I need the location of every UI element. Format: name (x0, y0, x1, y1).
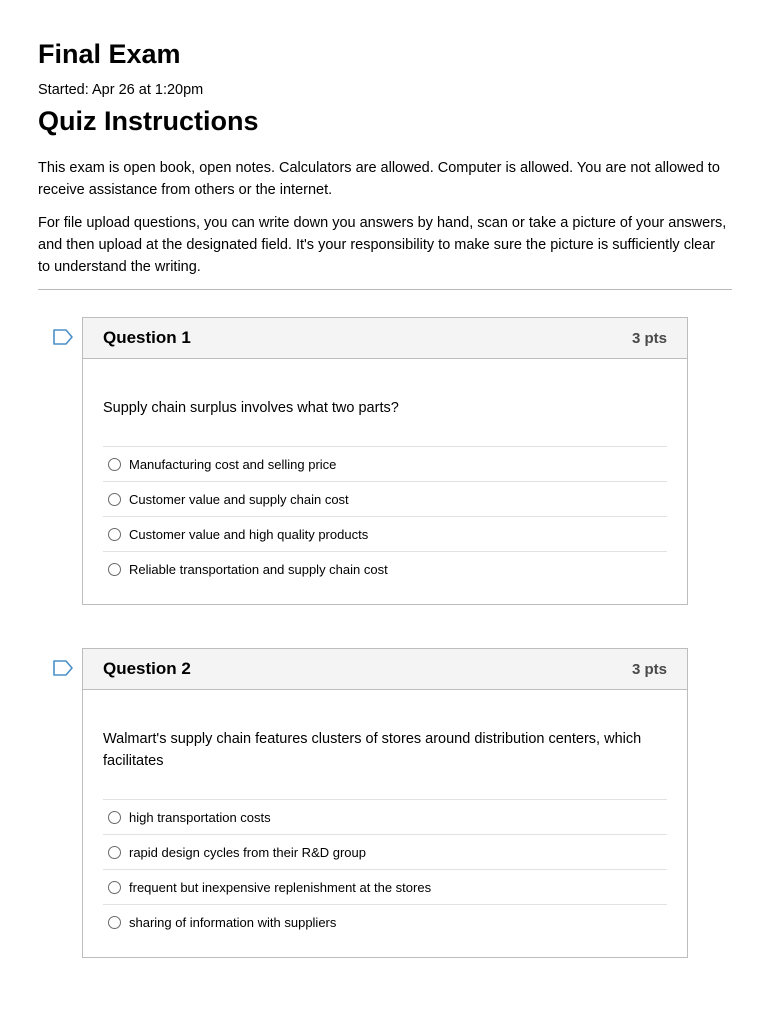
question-body (83, 359, 687, 604)
question-title: Question 1 (103, 328, 191, 347)
answer-option[interactable] (103, 482, 667, 517)
question-card (82, 648, 688, 958)
flag-question-icon[interactable] (52, 659, 74, 677)
question-header (83, 649, 687, 690)
question-points: 3 pts (631, 329, 667, 347)
radio-button[interactable] (108, 811, 121, 824)
answer-label: Customer value and supply chain cost (129, 491, 349, 507)
answer-label: Reliable transportation and supply chain cost (129, 561, 388, 577)
radio-button[interactable] (108, 916, 121, 929)
question-body (83, 690, 687, 957)
question-points: 3 pts (631, 660, 667, 678)
answer-label: frequent but inexpensive replenishment at the stores (129, 879, 432, 895)
answer-label: Manufacturing cost and selling price (129, 456, 337, 472)
radio-button[interactable] (108, 563, 121, 576)
question-header (83, 318, 687, 359)
answer-option[interactable] (103, 800, 667, 835)
instructions-paragraph: This exam is open book, open notes. Calculators are allowed. Computer is allowed. You are not allowed to receive assistance from others or the internet. (38, 160, 720, 198)
question-card (82, 317, 688, 605)
answer-option[interactable] (103, 870, 667, 905)
page-title: Final Exam (38, 39, 181, 69)
instructions-title: Quiz Instructions (38, 106, 259, 136)
answer-list (103, 446, 667, 586)
radio-button[interactable] (108, 458, 121, 471)
question-text: Walmart's supply chain features clusters of stores around distribution centers, which facilitates (103, 731, 642, 769)
divider (38, 289, 732, 290)
radio-button[interactable] (108, 493, 121, 506)
radio-button[interactable] (108, 846, 121, 859)
started-timestamp: Started: Apr 26 at 1:20pm (38, 82, 204, 98)
answer-list (103, 799, 667, 939)
radio-button[interactable] (108, 528, 121, 541)
answer-label: sharing of information with suppliers (129, 914, 337, 930)
question-title: Question 2 (103, 659, 191, 678)
radio-button[interactable] (108, 881, 121, 894)
answer-label: rapid design cycles from their R&D group (129, 844, 366, 860)
instructions-body (38, 157, 728, 289)
answer-label: Customer value and high quality products (129, 526, 369, 542)
instructions-paragraph: For file upload questions, you can write down you answers by hand, scan or take a picture of your answers, and then upload at the designated field. It's your responsibility to make sure the picture is sufficiently clear to understand the writing. (38, 215, 727, 275)
question-text: Supply chain surplus involves what two parts? (103, 400, 399, 416)
flag-question-icon[interactable] (52, 328, 74, 346)
answer-option[interactable] (103, 517, 667, 552)
answer-option[interactable] (103, 447, 667, 482)
answer-option[interactable] (103, 905, 667, 939)
answer-option[interactable] (103, 552, 667, 586)
answer-option[interactable] (103, 835, 667, 870)
answer-label: high transportation costs (129, 809, 271, 825)
